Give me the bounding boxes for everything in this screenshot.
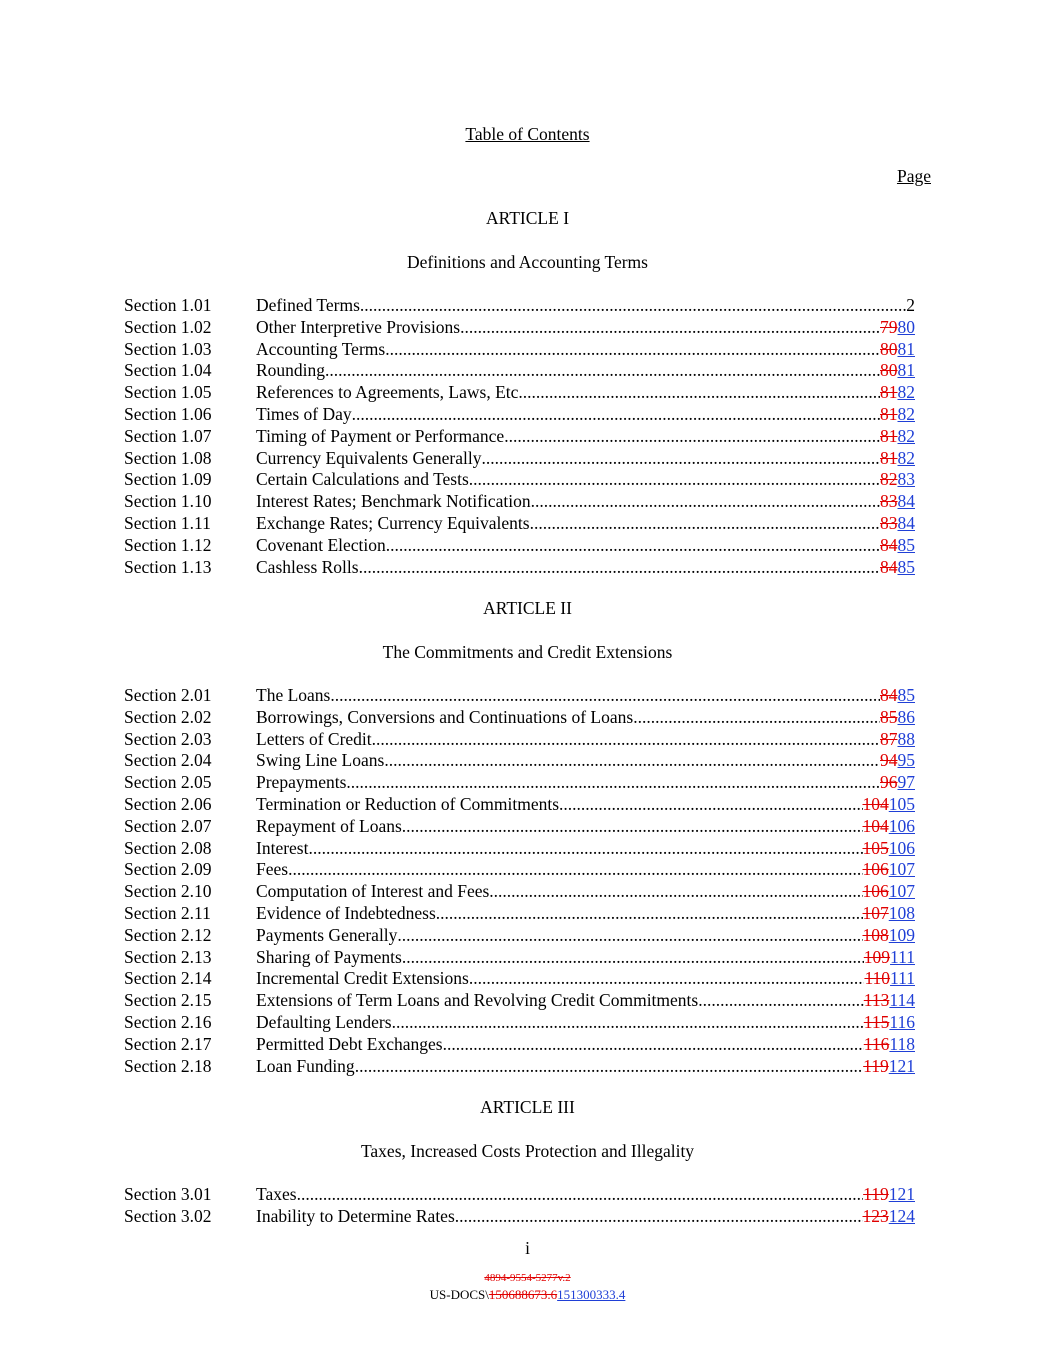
new-page-number[interactable]: 105 <box>888 793 915 814</box>
page-reference <box>864 1012 915 1034</box>
page-reference <box>880 426 915 448</box>
section-number: Section 2.06 <box>124 793 212 814</box>
section-entry <box>256 750 915 772</box>
new-page-number[interactable]: 106 <box>888 837 915 858</box>
section-title: Letters of Credit <box>256 728 372 749</box>
section-entry <box>256 426 915 448</box>
section-number: Section 2.15 <box>124 990 212 1011</box>
section-title: Defaulting Lenders <box>256 1011 392 1032</box>
toc-entry[interactable] <box>124 513 915 535</box>
section-title: Timing of Payment or Performance <box>256 425 505 446</box>
dot-leader <box>360 295 906 317</box>
page-reference <box>880 772 915 794</box>
dot-leader <box>397 925 862 947</box>
toc-entry[interactable] <box>124 535 915 557</box>
new-page-number[interactable]: 82 <box>897 425 915 446</box>
page-reference <box>863 903 916 925</box>
section-entry <box>256 1056 915 1078</box>
section-number: Section 2.05 <box>124 772 212 793</box>
dot-leader <box>443 1034 864 1056</box>
section-number: Section 1.12 <box>124 534 212 555</box>
section-title: Loan Funding <box>256 1055 355 1076</box>
page-reference <box>880 685 915 707</box>
old-document-id: 4894-9554-5277v.2 <box>484 1272 571 1284</box>
dot-leader <box>308 838 862 860</box>
new-page-number[interactable]: 121 <box>888 1055 915 1076</box>
toc-entry[interactable] <box>124 990 915 1012</box>
new-page-number[interactable]: 83 <box>897 469 915 490</box>
section-number: Section 2.04 <box>124 750 212 771</box>
page-reference <box>880 750 915 772</box>
section-entry <box>256 772 915 794</box>
toc-entry[interactable] <box>124 947 915 969</box>
section-number: Section 2.10 <box>124 881 212 902</box>
section-title: Certain Calculations and Tests <box>256 469 469 490</box>
section-number: Section 1.08 <box>124 447 212 468</box>
page-reference <box>863 1184 915 1206</box>
section-title: Prepayments <box>256 772 347 793</box>
toc-entry[interactable] <box>124 491 915 513</box>
old-page-number: 116 <box>863 1033 890 1054</box>
old-page-number: 107 <box>862 902 889 923</box>
page-number: 2 <box>906 295 915 315</box>
section-entry <box>256 859 915 881</box>
section-number: Section 1.06 <box>124 403 212 424</box>
section-title: Repayment of Loans <box>256 815 402 836</box>
section-entry <box>256 491 915 513</box>
toc-entry[interactable] <box>124 1184 915 1206</box>
old-page-number: 113 <box>863 990 890 1011</box>
old-page-number: 94 <box>880 750 898 771</box>
new-page-number[interactable]: 84 <box>897 491 915 512</box>
section-entry <box>256 382 915 404</box>
new-page-number[interactable]: 116 <box>889 1011 915 1032</box>
section-number: Section 2.08 <box>124 837 212 858</box>
new-page-number[interactable]: 82 <box>897 447 915 468</box>
toc-entry[interactable] <box>124 469 915 491</box>
dot-leader <box>455 1206 863 1228</box>
new-page-number[interactable]: 82 <box>897 403 915 424</box>
page-reference <box>880 513 915 535</box>
page-reference <box>880 317 915 339</box>
page-reference <box>880 729 915 751</box>
article-subheading: Definitions and Accounting Terms <box>407 252 648 272</box>
dot-leader <box>325 360 880 382</box>
toc-entry[interactable] <box>124 426 915 448</box>
section-title: Taxes <box>256 1184 297 1204</box>
section-entry <box>256 816 915 838</box>
old-page-number: 82 <box>880 469 898 490</box>
section-entry <box>256 968 915 990</box>
section-number: Section 1.03 <box>124 338 212 359</box>
page-reference <box>863 859 916 881</box>
new-page-number[interactable]: 88 <box>897 728 915 749</box>
section-number: Section 2.16 <box>124 1011 212 1032</box>
section-entry <box>256 469 915 491</box>
section-entry <box>256 360 915 382</box>
section-entry <box>256 903 915 925</box>
toc-entry[interactable] <box>124 1056 915 1078</box>
page-reference <box>880 557 915 579</box>
dot-leader <box>402 947 864 969</box>
page-reference <box>864 990 915 1012</box>
new-page-number[interactable]: 80 <box>897 316 915 337</box>
toc-entry[interactable] <box>124 685 915 707</box>
article-subheading: Taxes, Increased Costs Protection and Illegality <box>360 1141 695 1161</box>
old-page-number: 80 <box>880 360 898 381</box>
old-page-number: 79 <box>880 316 898 337</box>
section-entry <box>256 794 915 816</box>
new-page-number[interactable]: 85 <box>897 685 915 705</box>
section-title: Currency Equivalents Generally <box>256 447 482 468</box>
old-page-number: 106 <box>862 881 889 902</box>
toc-entry[interactable] <box>124 968 915 990</box>
section-entry <box>256 1206 915 1228</box>
section-entry <box>256 404 915 426</box>
new-page-number[interactable]: 111 <box>890 968 915 989</box>
section-number: Section 2.18 <box>124 1055 212 1076</box>
section-entry <box>256 535 915 557</box>
old-page-number: 87 <box>880 728 898 749</box>
section-entry <box>256 295 915 317</box>
section-number: Section 2.13 <box>124 946 212 967</box>
dot-leader <box>355 1056 863 1078</box>
dot-leader <box>698 990 864 1012</box>
section-title: Times of Day <box>256 403 352 424</box>
section-title: Permitted Debt Exchanges <box>256 1033 443 1054</box>
page-number: i <box>525 1238 530 1258</box>
dot-leader <box>359 557 880 579</box>
dot-leader <box>481 448 880 470</box>
section-title: Incremental Credit Extensions <box>256 968 469 989</box>
page-reference <box>880 404 915 426</box>
toc-entry[interactable] <box>124 859 915 881</box>
new-page-number[interactable]: 114 <box>889 990 915 1011</box>
page-reference <box>864 968 915 990</box>
section-number: Section 2.11 <box>124 902 211 923</box>
section-title: Exchange Rates; Currency Equivalents <box>256 512 530 533</box>
doc-prefix: US-DOCS\ <box>429 1287 489 1302</box>
page-reference <box>880 448 915 470</box>
section-number: Section 2.03 <box>124 728 212 749</box>
new-page-number[interactable]: 86 <box>897 706 915 727</box>
section-entry <box>256 925 915 947</box>
page-reference <box>863 816 916 838</box>
section-entry <box>256 881 915 903</box>
dot-leader <box>633 707 880 729</box>
dot-leader <box>297 1184 864 1206</box>
section-number: Section 2.09 <box>124 859 212 880</box>
old-page-number: 123 <box>862 1205 889 1226</box>
old-page-number: 96 <box>880 772 898 793</box>
toc-entry[interactable] <box>124 1034 915 1056</box>
page-reference <box>880 491 915 513</box>
section-entry <box>256 707 915 729</box>
old-page-number: 81 <box>880 447 898 468</box>
section-title: References to Agreements, Laws, Etc. <box>256 382 523 403</box>
old-page-number: 105 <box>862 837 889 858</box>
article-heading: ARTICLE II <box>483 598 572 618</box>
new-page-number[interactable]: 97 <box>897 772 915 793</box>
toc-entry[interactable] <box>124 448 915 470</box>
section-title: Evidence of Indebtedness <box>256 902 436 923</box>
dot-leader <box>531 491 880 513</box>
section-entry <box>256 947 915 969</box>
section-title: Borrowings, Conversions and Continuations of Loans <box>256 706 634 727</box>
section-title: Accounting Terms <box>256 338 386 359</box>
section-number: Section 1.13 <box>124 556 212 577</box>
dot-leader <box>469 968 865 990</box>
toc-entry[interactable] <box>124 295 915 317</box>
section-number: Section 3.01 <box>124 1184 212 1204</box>
toc-entry[interactable] <box>124 1012 915 1034</box>
dot-leader <box>504 426 880 448</box>
page-reference <box>863 1206 916 1228</box>
old-page-number: 109 <box>863 946 891 967</box>
new-page-number[interactable]: 85 <box>897 556 915 577</box>
page-reference <box>863 794 916 816</box>
new-page-number[interactable]: 118 <box>889 1033 915 1054</box>
toc-entry[interactable] <box>124 816 915 838</box>
dot-leader <box>469 469 880 491</box>
new-doc-number: 151300333.4 <box>557 1287 626 1302</box>
section-entry <box>256 513 915 535</box>
article-heading: ARTICLE I <box>485 208 570 228</box>
toc-entry[interactable] <box>124 1206 915 1228</box>
old-page-number: 108 <box>862 924 889 945</box>
dot-leader <box>384 750 880 772</box>
dot-leader <box>530 513 880 535</box>
new-page-number[interactable]: 106 <box>888 815 915 836</box>
section-title: Sharing of Payments <box>256 946 402 967</box>
section-title: Other Interpretive Provisions <box>256 316 461 337</box>
section-entry <box>256 339 915 361</box>
section-title: Payments Generally <box>256 924 398 945</box>
section-title: Defined Terms <box>256 295 360 315</box>
dot-leader <box>385 339 880 361</box>
old-page-number: 81 <box>880 403 898 424</box>
old-page-number: 110 <box>864 968 891 989</box>
dot-leader <box>460 317 880 339</box>
dot-leader <box>559 794 862 816</box>
old-page-number: 80 <box>880 338 898 359</box>
section-number: Section 3.02 <box>124 1205 212 1226</box>
page-reference <box>863 1056 915 1078</box>
section-entry <box>256 729 915 751</box>
old-page-number: 119 <box>863 1055 889 1076</box>
section-entry <box>256 990 915 1012</box>
section-title: Rounding <box>256 360 326 381</box>
section-number: Section 1.02 <box>124 316 212 337</box>
section-number: Section 2.07 <box>124 815 212 836</box>
section-number: Section 2.02 <box>124 706 212 727</box>
article-subheading: The Commitments and Credit Extensions <box>382 642 673 662</box>
section-title: Covenant Election <box>256 534 386 555</box>
document-id <box>0 1287 1055 1303</box>
page-reference <box>864 1034 915 1056</box>
toc-entry[interactable] <box>124 750 915 772</box>
section-entry <box>256 685 915 707</box>
toc-entry[interactable] <box>124 838 915 860</box>
old-page-number: 84 <box>880 556 898 577</box>
new-page-number[interactable]: 95 <box>897 750 915 771</box>
new-page-number[interactable]: 124 <box>888 1205 915 1226</box>
old-page-number: 83 <box>880 512 898 533</box>
page-column-label: Page <box>896 166 931 186</box>
section-entry <box>256 557 915 579</box>
old-page-number: 106 <box>862 859 889 880</box>
dot-leader <box>402 816 863 838</box>
section-entry <box>256 1034 915 1056</box>
page-reference <box>863 838 916 860</box>
old-page-number: 119 <box>863 1184 889 1204</box>
toc-title: Table of Contents <box>465 124 590 144</box>
dot-leader <box>352 404 880 426</box>
toc-entry[interactable] <box>124 339 915 361</box>
old-page-number: 81 <box>880 382 898 403</box>
dot-leader <box>436 903 863 925</box>
toc-entry[interactable] <box>124 729 915 751</box>
new-page-number[interactable]: 107 <box>888 881 915 902</box>
section-number: Section 1.11 <box>124 512 211 533</box>
old-page-number: 83 <box>880 491 898 512</box>
section-title: Cashless Rolls <box>256 556 359 577</box>
old-page-number: 84 <box>880 685 898 705</box>
section-number: Section 1.04 <box>124 360 212 381</box>
section-entry <box>256 448 915 470</box>
toc-entry[interactable] <box>124 360 915 382</box>
new-page-number[interactable]: 81 <box>897 338 915 359</box>
dot-leader <box>523 382 880 404</box>
dot-leader <box>392 1012 864 1034</box>
new-page-number[interactable]: 121 <box>888 1184 915 1204</box>
toc-entry[interactable] <box>124 925 915 947</box>
section-entry <box>256 838 915 860</box>
article-sections <box>124 1184 915 1228</box>
dot-leader <box>489 881 862 903</box>
old-page-number: 104 <box>862 793 889 814</box>
old-page-number: 81 <box>880 425 898 446</box>
section-number: Section 2.01 <box>124 685 212 705</box>
section-title: Interest <box>256 837 309 858</box>
toc-entry[interactable] <box>124 317 915 339</box>
page-reference <box>863 881 916 903</box>
toc-entry[interactable] <box>124 794 915 816</box>
section-title: Termination or Reduction of Commitments <box>256 793 560 814</box>
toc-entry[interactable] <box>124 772 915 794</box>
page-reference <box>880 707 915 729</box>
dot-leader <box>288 859 862 881</box>
new-page-number[interactable]: 82 <box>897 382 915 403</box>
section-number: Section 1.10 <box>124 491 212 512</box>
section-title: Inability to Determine Rates <box>256 1205 455 1226</box>
old-page-number: 85 <box>880 706 898 727</box>
toc-entry[interactable] <box>124 557 915 579</box>
dot-leader <box>386 535 880 557</box>
dot-leader <box>346 772 880 794</box>
page-reference <box>880 360 915 382</box>
toc-entry[interactable] <box>124 881 915 903</box>
new-page-number[interactable]: 111 <box>890 946 915 967</box>
new-page-number[interactable]: 107 <box>888 859 915 880</box>
toc-entry[interactable] <box>124 404 915 426</box>
article-sections <box>124 685 915 1077</box>
article-heading: ARTICLE III <box>480 1097 575 1117</box>
page-reference <box>864 947 915 969</box>
section-entry <box>256 317 915 339</box>
section-number: Section 2.14 <box>124 968 212 989</box>
page-reference <box>880 535 915 557</box>
new-page-number[interactable]: 81 <box>897 360 915 381</box>
page-reference <box>880 382 915 404</box>
section-number: Section 1.09 <box>124 469 212 490</box>
new-page-number[interactable]: 85 <box>897 534 915 555</box>
page-reference <box>880 339 915 361</box>
dot-leader <box>330 685 880 707</box>
section-entry <box>256 1012 915 1034</box>
old-page-number: 84 <box>880 534 898 555</box>
new-page-number[interactable]: 108 <box>888 902 915 923</box>
section-title: Extensions of Term Loans and Revolving Credit Commitments <box>256 990 699 1011</box>
toc-entry[interactable] <box>124 903 915 925</box>
section-title: Swing Line Loans <box>256 750 385 771</box>
dot-leader <box>372 729 880 751</box>
section-entry <box>256 1184 915 1206</box>
old-doc-number: 150688673.6 <box>488 1287 558 1302</box>
page-reference <box>880 469 915 491</box>
toc-entry[interactable] <box>124 707 915 729</box>
section-title: Interest Rates; Benchmark Notification <box>256 491 531 512</box>
section-title: Computation of Interest and Fees <box>256 881 490 902</box>
toc-entry[interactable] <box>124 382 915 404</box>
old-page-number: 104 <box>862 815 889 836</box>
old-page-number: 115 <box>863 1011 890 1032</box>
section-number: Section 1.01 <box>124 295 212 315</box>
article-sections <box>124 295 915 578</box>
new-page-number[interactable]: 84 <box>897 512 915 533</box>
new-page-number[interactable]: 109 <box>888 924 915 945</box>
section-number: Section 2.17 <box>124 1033 212 1054</box>
page-reference <box>863 925 916 947</box>
section-number: Section 1.05 <box>124 382 212 403</box>
section-title: Fees <box>256 859 289 880</box>
section-number: Section 2.12 <box>124 924 212 945</box>
section-number: Section 1.07 <box>124 425 212 446</box>
section-title: The Loans <box>256 685 331 705</box>
